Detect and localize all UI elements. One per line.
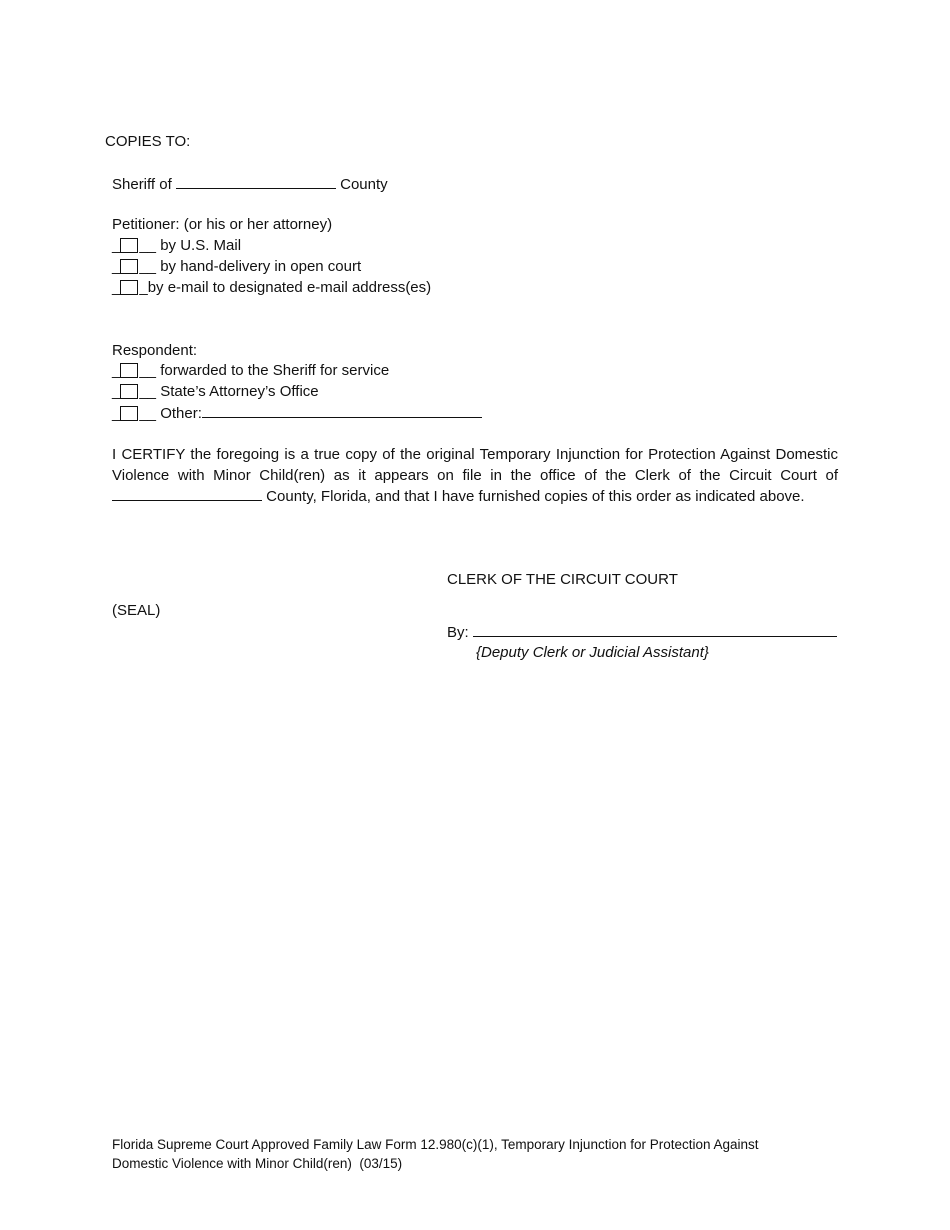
option-label: by hand-delivery in open court [156,258,362,275]
signer-caption: {Deputy Clerk or Judicial Assistant} [476,644,709,661]
sheriff-suffix: County [340,176,388,193]
by-line [447,622,837,643]
respondent-option-other: _ __ Other: [112,403,482,424]
checkbox-sheriff-service[interactable] [120,363,138,378]
sheriff-county-blank[interactable] [176,174,336,189]
petitioner-option-mail: _ __ by U.S. Mail [112,237,242,254]
clerk-title: CLERK OF THE CIRCUIT COURT [447,571,678,588]
court-county-blank[interactable] [112,486,262,501]
respondent-heading: Respondent: [112,342,198,359]
respondent-option-sheriff: _ __ forwarded to the Sheriff for service [112,362,390,379]
option-label: Other: [156,405,202,422]
petitioner-heading: Petitioner: (or his or her attorney) [112,216,333,233]
petitioner-option-hand-delivery: _ __ by hand-delivery in open court [112,258,362,275]
option-label: by e-mail to designated e-mail address(es) [147,279,432,296]
certification-part2: County, Florida, and that I have furnished copies of this order as indicated above. [266,488,805,505]
option-label: forwarded to the Sheriff for service [156,362,390,379]
footer [112,1135,759,1173]
checkbox-mail[interactable] [120,238,138,253]
petitioner-option-email: _ _by e-mail to designated e-mail address(es) [112,279,432,296]
sheriff-prefix: Sheriff of [112,176,172,193]
checkbox-email[interactable] [120,280,138,295]
respondent-option-state-attorney: _ __ State’s Attorney’s Office [112,383,319,400]
option-label: by U.S. Mail [156,237,242,254]
copies-to-heading: COPIES TO: [105,133,191,150]
checkbox-state-attorney[interactable] [120,384,138,399]
checkbox-hand-delivery[interactable] [120,259,138,274]
signature-blank[interactable] [473,622,837,637]
by-label: By: [447,624,469,641]
certification-part1: I CERTIFY the foregoing is a true copy of the original Temporary Injunction for Protection Against Domestic Violence with Minor Child(ren) as it appears on file in the office of the Clerk of the Circuit Court of [112,446,838,484]
seal-label: (SEAL) [112,602,161,619]
certification-paragraph [112,445,838,508]
footer-line-1: Florida Supreme Court Approved Family Law Form 12.980(c)(1), Temporary Injunction for Protection Against [112,1137,759,1152]
checkbox-other[interactable] [120,406,138,421]
option-label: State’s Attorney’s Office [156,383,319,400]
footer-line-2: Domestic Violence with Minor Child(ren) (03/15) [112,1156,403,1171]
other-blank[interactable] [202,403,482,418]
sheriff-line [112,174,388,195]
